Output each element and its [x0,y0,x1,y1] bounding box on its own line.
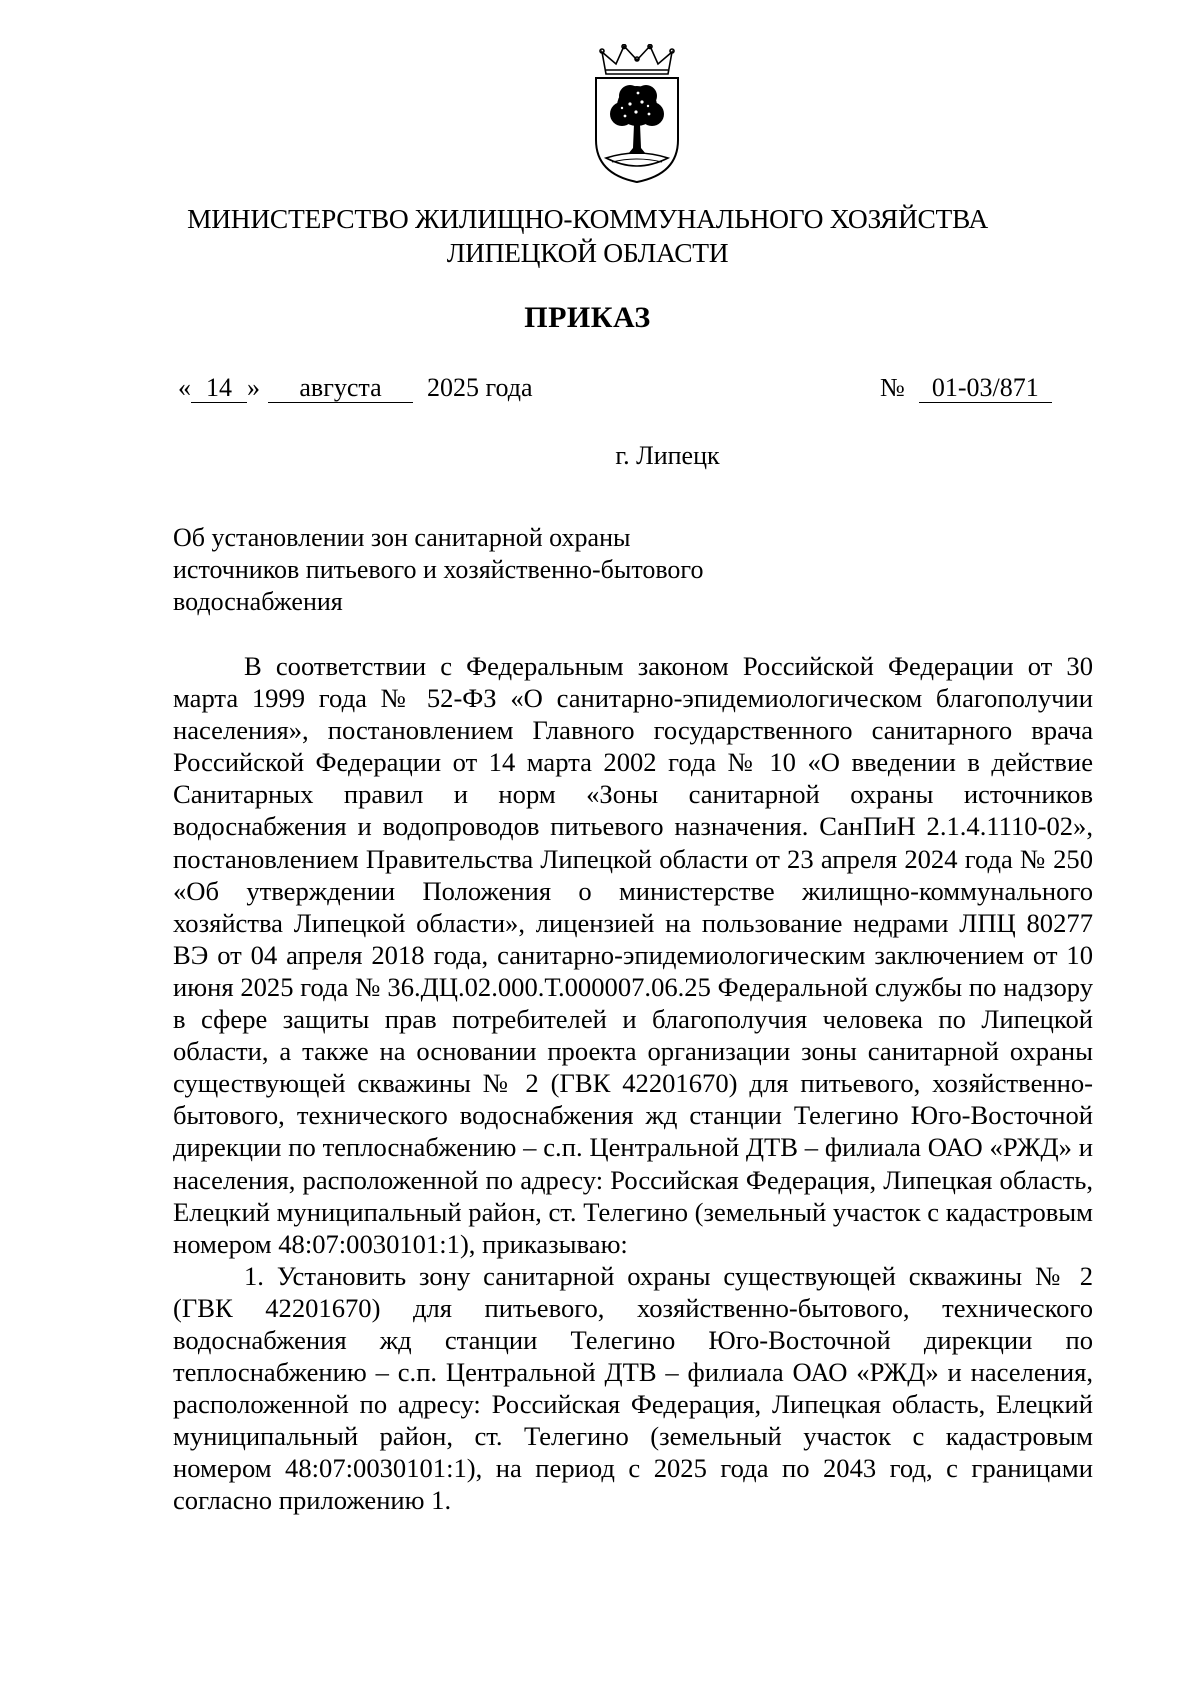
order-city: г. Липецк [615,441,720,470]
order-day: 14 [191,374,247,403]
order-subject-line: водоснабжения [173,587,343,616]
order-subject-line: Об установлении зон санитарной охраны [173,523,631,552]
document-type: ПРИКАЗ [524,301,651,334]
order-number [880,372,1052,404]
quote-close: » [247,373,260,402]
order-subject-line: источников питьевого и хозяйственно-бытового [173,555,704,584]
number-sign: № [880,373,905,402]
ministry-name [160,202,1015,270]
quote-open: « [178,373,191,402]
order-number-value: 01-03/871 [919,374,1052,403]
order-month: августа [268,374,413,403]
order-date [178,372,533,404]
order-body [173,650,1093,1517]
order-year: 2025 года [427,373,533,402]
body-paragraph-preamble: В соответствии с Федеральным законом Российской Федерации от 30 марта 1999 года № 52-ФЗ «О санитарно-эпидемиологическом благополучии населения», постановлением Главного государственного санитарного врача Российской Федерации от 14 марта 2002 года № 10 «О введении в действие Санитарных правил и норм «Зоны санитарной охраны источников водоснабжения и водопроводов питьевого назначения. СанПиН 2.1.4.1110-02», постановлением Правительства Липецкой области от 23 апреля 2024 года № 250 «Об утверждении Положения о министерстве жилищно-коммунального хозяйства Липецкой области», лицензией на пользование недрами ЛПЦ 80277 ВЭ от 04 апреля 2018 года, санитарно-эпидемиологическим заключением от 10 июня 2025 года № 36.ДЦ.02.000.Т.000007.06.25 Федеральной службы по надзору в сфере защиты прав потребителей и благополучия человека по Липецкой области, а также на основании проекта организации зоны санитарной охраны существующей скважины № 2 (ГВК 42201670) для питьевого, хозяйственно-бытового, технического водоснабжения жд станции Телегино Юго-Восточной дирекции по теплоснабжению – с.п. Центральной ДТВ – филиала ОАО «РЖД» и населения, расположенной по адресу: Российская Федерация, Липецкая область, Елецкий муниципальный район, ст. Телегино (земельный участок с кадастровым номером 48:07:0030101:1), приказываю: [173,651,1093,1259]
ministry-name-line2: ЛИПЕЦКОЙ ОБЛАСТИ [446,237,729,268]
lipetsk-coat-of-arms-icon [592,44,682,184]
ministry-name-line1: МИНИСТЕРСТВО ЖИЛИЩНО-КОММУНАЛЬНОГО ХОЗЯЙСТВА [187,203,988,234]
body-paragraph-item-1: 1. Установить зону санитарной охраны существующей скважины № 2 (ГВК 42201670) для питьевого, хозяйственно-бытового, технического водоснабжения жд станции Телегино Юго-Восточной дирекции по теплоснабжению – с.п. Центральной ДТВ – филиала ОАО «РЖД» и населения, расположенной по адресу: Российская Федерация, Липецкая область, Елецкий муниципальный район, ст. Телегино (земельный участок с кадастровым номером 48:07:0030101:1), на период с 2025 года по 2043 год, с границами согласно приложению 1. [173,1260,1093,1516]
order-subject [173,522,793,618]
